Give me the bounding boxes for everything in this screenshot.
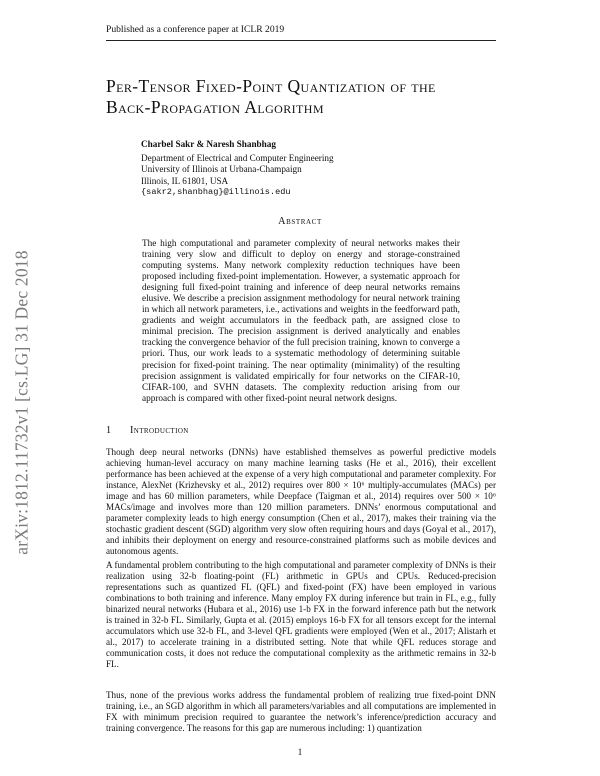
author-block xyxy=(141,139,471,199)
author-email: {sakr2,shanbhag}@illinois.edu xyxy=(141,187,291,198)
running-header: Published as a conference paper at ICLR 2019 xyxy=(106,24,496,41)
page-number: 1 xyxy=(297,748,303,758)
abstract-body: The high computational and parameter complexity of neural networks makes their training very slow and difficult to deploy on energy and storage-constrained computing systems. Many network complexity reduction techniques have been proposed including fixed-point implementation. However, a systematic approach for designing full fixed-point training and inference of deep neural networks remains elusive. We describe a precision assignment methodology for neural network training in which all network parameters, i.e., activations and weights in the feedforward path, gradients and weight accumulators in the feedback path, are assigned close to minimal precision. The precision assignment is derived analytically and enables tracking the convergence behavior of the full precision training, known to converge a priori. Thus, our work leads to a systematic methodology of determining suitable precision for fixed-point training. The near optimality (minimality) of the resulting precision assignment is validated empirically for four networks on the CIFAR-10, CIFAR-100, and SVHN datasets. The complexity reduction arising from our approach is compared with other fixed-point neural network designs. xyxy=(142,239,460,404)
intro-paragraph-3: Thus, none of the previous works address the fundamental problem of realizing true fixed-point DNN training, i.e., an SGD algorithm in which all parameters/variables and all computations are implemented in FX with minimum precision required to guarantee the network’s inference/prediction accuracy and training convergence. The reasons for this gap are numerous including: 1) quantization xyxy=(106,690,496,733)
author-university: University of Illinois at Urbana-Champaign xyxy=(141,164,302,175)
section-title: Introduction xyxy=(130,425,189,436)
abstract-heading: Abstract xyxy=(278,216,322,227)
paper-title xyxy=(106,76,506,118)
section-heading xyxy=(106,425,496,436)
section-number: 1 xyxy=(106,425,112,436)
arxiv-stamp xyxy=(4,205,40,600)
author-address: Illinois, IL 61801, USA xyxy=(141,175,229,186)
author-names: Charbel Sakr & Naresh Shanbhag xyxy=(141,139,276,149)
title-line-1: Per-Tensor Fixed-Point Quantization of the xyxy=(106,76,436,96)
intro-paragraph-2: A fundamental problem contributing to the high computational and parameter complexity of DNNs is their realization using 32-b floating-point (FL) arithmetic in GPUs and CPUs. Reduced-precision representations such as quantized FL (QFL) and fixed-point (FX) have been employed in various combinations to both training and inference. Many employ FX during inference but train in FL, e.g., fully binarized neural networks (Hubara et al., 2016) use 1-b FX in the forward inference path but the network is trained in 32-b FL. Similarly, Gupta et al. (2015) employs 16-b FX for all tensors except for the internal accumulators which use 32-b FL, and 3-level QFL gradients were employed (Wen et al., 2017; Alistarh et al., 2017) to accelerate training in a distributed setting. Note that while QFL reduces storage and communication costs, it does not reduce the computational complexity as the arithmetic remains in 32-b FL. xyxy=(106,560,496,669)
arxiv-identifier: arXiv:1812.11732v1 [cs.LG] 31 Dec 2018 xyxy=(11,250,32,555)
title-line-2: Back-Propagation Algorithm xyxy=(106,97,324,117)
author-department: Department of Electrical and Computer Engineering xyxy=(141,152,334,163)
intro-paragraph-1: Though deep neural networks (DNNs) have established themselves as powerful predictive models achieving human-level accuracy on many machine learning tasks (He et al., 2016), their excellent performance has been achieved at the expense of a very high computational and parameter complexity. For instance, AlexNet (Krizhevsky et al., 2012) requires over 800 × 10⁶ multiply-accumulates (MACs) per image and has 60 million parameters, while Deepface (Taigman et al., 2014) requires over 500 × 10⁶ MACs/image and involves more than 120 million parameters. DNNs’ enormous computational and parameter complexity leads to high energy consumption (Chen et al., 2017), makes their training via the stochastic gradient descent (SGD) algorithm very slow often requiring hours and days (Goyal et al., 2017), and inhibits their deployment on energy and resource-constrained platforms such as mobile devices and autonomous agents. xyxy=(106,447,496,556)
